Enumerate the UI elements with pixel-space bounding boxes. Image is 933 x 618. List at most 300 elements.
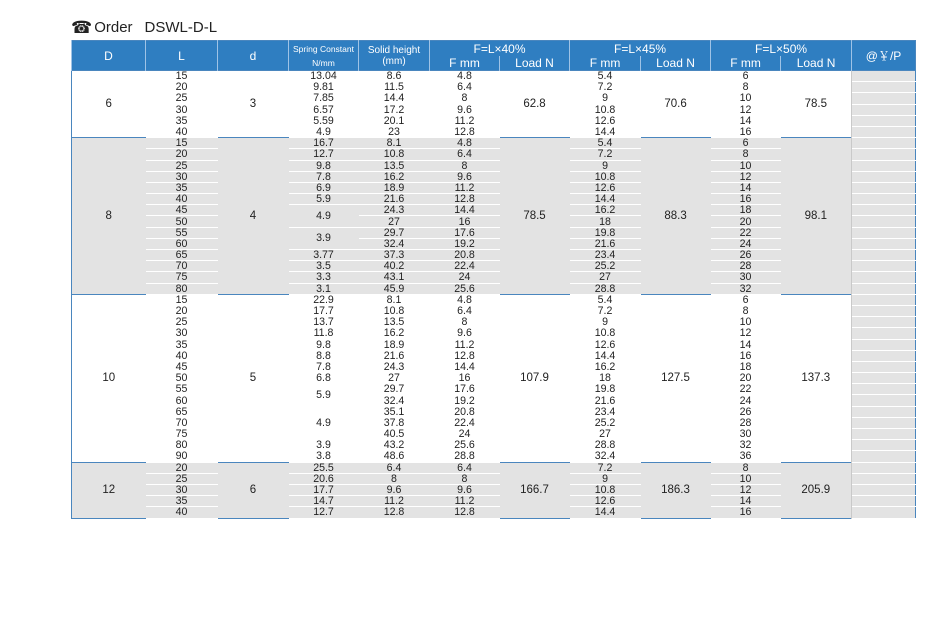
cell-price	[852, 350, 916, 361]
cell-f-mm-40: 6.4	[430, 305, 500, 316]
cell-solid-height: 43.2	[359, 440, 430, 451]
cell-solid-height: 10.8	[359, 149, 430, 160]
cell-price	[852, 328, 916, 339]
cell-f-mm-45: 14.4	[570, 126, 641, 137]
cell-length: 60	[146, 395, 218, 406]
cell-f-mm-40: 11.2	[430, 339, 500, 350]
cell-solid-height: 17.2	[359, 104, 430, 115]
cell-f-mm-40: 6.4	[430, 462, 500, 473]
cell-solid-height: 13.5	[359, 317, 430, 328]
cell-spring-constant: 5.9	[289, 194, 359, 205]
cell-f-mm-40: 22.4	[430, 261, 500, 272]
cell-spring-constant: 3.3	[289, 272, 359, 283]
cell-price	[852, 194, 916, 205]
cell-f-mm-40: 6.4	[430, 82, 500, 93]
cell-f-mm-45: 18	[570, 216, 641, 227]
cell-f-mm-45: 18	[570, 373, 641, 384]
cell-price	[852, 440, 916, 451]
cell-price	[852, 171, 916, 182]
cell-f-mm-45: 14.4	[570, 507, 641, 518]
col-header-f-mm-45: F mm	[570, 56, 641, 71]
cell-load-45: 127.5	[641, 294, 711, 462]
cell-solid-height: 8.1	[359, 294, 430, 305]
col-header-solid-height	[359, 41, 430, 71]
cell-spring-constant: 9.8	[289, 160, 359, 171]
cell-f-mm-50: 8	[711, 149, 781, 160]
cell-outer-diameter: 10	[72, 294, 146, 462]
cell-f-mm-40: 11.2	[430, 496, 500, 507]
cell-spring-constant: 22.9	[289, 294, 359, 305]
cell-price	[852, 227, 916, 238]
cell-price	[852, 149, 916, 160]
cell-spring-constant: 7.8	[289, 361, 359, 372]
cell-f-mm-40: 16	[430, 373, 500, 384]
cell-price	[852, 238, 916, 249]
cell-load-50: 137.3	[781, 294, 852, 462]
cell-wire-diameter: 6	[218, 462, 289, 518]
cell-f-mm-40: 9.6	[430, 328, 500, 339]
cell-solid-height: 9.6	[359, 484, 430, 495]
cell-spring-constant: 17.7	[289, 305, 359, 316]
cell-f-mm-40: 9.6	[430, 484, 500, 495]
cell-spring-constant: 5.9	[289, 384, 359, 406]
cell-f-mm-40: 11.2	[430, 182, 500, 193]
solid-height-label: Solid height	[367, 44, 421, 56]
cell-f-mm-45: 21.6	[570, 395, 641, 406]
cell-solid-height: 32.4	[359, 395, 430, 406]
cell-spring-constant: 5.59	[289, 115, 359, 126]
cell-price	[852, 160, 916, 171]
cell-spring-constant: 13.04	[289, 71, 359, 82]
cell-price	[852, 82, 916, 93]
cell-length: 25	[146, 317, 218, 328]
cell-f-mm-50: 24	[711, 395, 781, 406]
cell-f-mm-50: 16	[711, 350, 781, 361]
cell-load-50: 98.1	[781, 138, 852, 295]
cell-length: 45	[146, 205, 218, 216]
cell-price	[852, 126, 916, 137]
cell-spring-constant: 12.7	[289, 149, 359, 160]
cell-f-mm-50: 8	[711, 82, 781, 93]
order-code: DSWL-D-L	[144, 19, 218, 36]
cell-price	[852, 373, 916, 384]
cell-length: 25	[146, 160, 218, 171]
cell-f-mm-50: 14	[711, 182, 781, 193]
cell-f-mm-40: 12.8	[430, 350, 500, 361]
cell-f-mm-45: 9	[570, 473, 641, 484]
cell-solid-height: 29.7	[359, 384, 430, 395]
cell-length: 20	[146, 305, 218, 316]
cell-spring-constant: 8.8	[289, 350, 359, 361]
cell-length: 25	[146, 473, 218, 484]
cell-f-mm-50: 12	[711, 328, 781, 339]
cell-price	[852, 305, 916, 316]
cell-f-mm-40: 22.4	[430, 417, 500, 428]
cell-f-mm-40: 12.8	[430, 194, 500, 205]
solid-height-unit: (mm)	[382, 55, 406, 67]
cell-price	[852, 272, 916, 283]
cell-f-mm-40: 4.8	[430, 294, 500, 305]
cell-f-mm-45: 7.2	[570, 82, 641, 93]
cell-solid-height: 10.8	[359, 305, 430, 316]
cell-length: 35	[146, 115, 218, 126]
cell-f-mm-45: 14.4	[570, 350, 641, 361]
cell-price	[852, 406, 916, 417]
cell-spring-constant: 13.7	[289, 317, 359, 328]
cell-wire-diameter: 4	[218, 138, 289, 295]
cell-length: 45	[146, 361, 218, 372]
cell-solid-height: 18.9	[359, 339, 430, 350]
cell-f-mm-40: 24	[430, 429, 500, 440]
cell-length: 35	[146, 339, 218, 350]
cell-spring-constant: 3.77	[289, 250, 359, 261]
cell-length: 75	[146, 429, 218, 440]
cell-solid-height: 11.2	[359, 496, 430, 507]
cell-length: 55	[146, 227, 218, 238]
cell-f-mm-45: 19.8	[570, 227, 641, 238]
cell-price	[852, 496, 916, 507]
cell-price	[852, 261, 916, 272]
cell-f-mm-50: 8	[711, 462, 781, 473]
cell-length: 65	[146, 250, 218, 261]
cell-length: 20	[146, 82, 218, 93]
cell-price	[852, 417, 916, 428]
cell-load-50: 205.9	[781, 462, 852, 518]
cell-spring-constant: 14.7	[289, 496, 359, 507]
cell-solid-height: 32.4	[359, 238, 430, 249]
cell-spring-constant: 12.7	[289, 507, 359, 518]
cell-f-mm-40: 17.6	[430, 227, 500, 238]
cell-solid-height: 12.8	[359, 507, 430, 518]
cell-load-40: 78.5	[500, 138, 570, 295]
cell-f-mm-50: 20	[711, 216, 781, 227]
cell-price	[852, 507, 916, 518]
cell-f-mm-50: 20	[711, 373, 781, 384]
cell-length: 30	[146, 104, 218, 115]
cell-f-mm-40: 19.2	[430, 395, 500, 406]
cell-f-mm-50: 6	[711, 294, 781, 305]
col-header-price: @￥/P	[852, 41, 916, 71]
cell-solid-height: 37.3	[359, 250, 430, 261]
cell-f-mm-45: 23.4	[570, 406, 641, 417]
cell-spring-constant: 4.9	[289, 126, 359, 137]
cell-spring-constant: 6.8	[289, 373, 359, 384]
cell-wire-diameter: 3	[218, 71, 289, 138]
cell-spring-constant: 9.8	[289, 339, 359, 350]
cell-f-mm-45: 25.2	[570, 417, 641, 428]
cell-wire-diameter: 5	[218, 294, 289, 462]
cell-f-mm-40: 11.2	[430, 115, 500, 126]
cell-price	[852, 104, 916, 115]
cell-price	[852, 71, 916, 82]
col-header-L: L	[146, 41, 218, 71]
cell-f-mm-45: 9	[570, 160, 641, 171]
cell-price	[852, 361, 916, 372]
cell-load-45: 70.6	[641, 71, 711, 138]
cell-solid-height: 35.1	[359, 406, 430, 417]
cell-f-mm-50: 18	[711, 361, 781, 372]
cell-f-mm-50: 26	[711, 250, 781, 261]
cell-length: 80	[146, 440, 218, 451]
cell-length: 30	[146, 171, 218, 182]
cell-price	[852, 216, 916, 227]
cell-f-mm-40: 4.8	[430, 138, 500, 149]
cell-spring-constant: 4.9	[289, 406, 359, 440]
cell-length: 80	[146, 283, 218, 294]
cell-spring-constant: 6.9	[289, 182, 359, 193]
cell-f-mm-45: 16.2	[570, 205, 641, 216]
cell-f-mm-50: 12	[711, 484, 781, 495]
cell-f-mm-50: 30	[711, 429, 781, 440]
table-body	[72, 71, 916, 519]
cell-price	[852, 115, 916, 126]
cell-price	[852, 429, 916, 440]
cell-solid-height: 37.8	[359, 417, 430, 428]
cell-length: 40	[146, 507, 218, 518]
cell-spring-constant: 9.81	[289, 82, 359, 93]
cell-f-mm-45: 32.4	[570, 451, 641, 462]
group-header-50: F=L×50%	[711, 41, 852, 57]
cell-length: 55	[146, 384, 218, 395]
cell-length: 40	[146, 126, 218, 137]
cell-price	[852, 451, 916, 462]
cell-f-mm-40: 9.6	[430, 104, 500, 115]
cell-price	[852, 395, 916, 406]
cell-f-mm-40: 12.8	[430, 126, 500, 137]
cell-f-mm-50: 14	[711, 496, 781, 507]
cell-price	[852, 484, 916, 495]
cell-f-mm-45: 9	[570, 93, 641, 104]
cell-f-mm-50: 14	[711, 115, 781, 126]
table-row	[72, 71, 916, 82]
col-header-d: d	[218, 41, 289, 71]
cell-f-mm-40: 6.4	[430, 149, 500, 160]
cell-length: 75	[146, 272, 218, 283]
cell-f-mm-50: 12	[711, 171, 781, 182]
cell-price	[852, 250, 916, 261]
cell-price	[852, 462, 916, 473]
order-title	[71, 2, 217, 36]
cell-f-mm-45: 5.4	[570, 294, 641, 305]
telephone-icon: ☎	[71, 18, 93, 37]
cell-load-45: 186.3	[641, 462, 711, 518]
cell-f-mm-40: 16	[430, 216, 500, 227]
cell-solid-height: 13.5	[359, 160, 430, 171]
cell-length: 60	[146, 238, 218, 249]
cell-f-mm-50: 36	[711, 451, 781, 462]
cell-length: 50	[146, 216, 218, 227]
cell-solid-height: 8.6	[359, 71, 430, 82]
cell-f-mm-45: 5.4	[570, 71, 641, 82]
cell-spring-constant: 25.5	[289, 462, 359, 473]
cell-price	[852, 205, 916, 216]
cell-f-mm-45: 16.2	[570, 361, 641, 372]
cell-f-mm-45: 27	[570, 429, 641, 440]
cell-f-mm-40: 14.4	[430, 361, 500, 372]
col-header-f-mm-50: F mm	[711, 56, 781, 71]
cell-f-mm-50: 12	[711, 104, 781, 115]
cell-load-45: 88.3	[641, 138, 711, 295]
cell-spring-constant: 4.9	[289, 205, 359, 227]
cell-solid-height: 16.2	[359, 328, 430, 339]
cell-f-mm-45: 7.2	[570, 305, 641, 316]
cell-length: 15	[146, 294, 218, 305]
col-header-spring-constant: Spring Constant	[289, 41, 359, 57]
cell-price	[852, 339, 916, 350]
cell-load-40: 166.7	[500, 462, 570, 518]
cell-f-mm-45: 23.4	[570, 250, 641, 261]
cell-length: 65	[146, 406, 218, 417]
cell-length: 90	[146, 451, 218, 462]
cell-f-mm-45: 10.8	[570, 171, 641, 182]
cell-spring-constant: 16.7	[289, 138, 359, 149]
col-header-D: D	[72, 41, 146, 71]
cell-f-mm-45: 19.8	[570, 384, 641, 395]
cell-f-mm-40: 8	[430, 317, 500, 328]
cell-solid-height: 40.5	[359, 429, 430, 440]
cell-f-mm-45: 12.6	[570, 115, 641, 126]
cell-solid-height: 14.4	[359, 93, 430, 104]
cell-f-mm-45: 12.6	[570, 182, 641, 193]
cell-f-mm-40: 8	[430, 93, 500, 104]
cell-length: 50	[146, 373, 218, 384]
cell-solid-height: 27	[359, 216, 430, 227]
cell-solid-height: 21.6	[359, 194, 430, 205]
cell-solid-height: 8.1	[359, 138, 430, 149]
order-label: Order	[94, 19, 133, 36]
cell-f-mm-50: 6	[711, 71, 781, 82]
cell-f-mm-40: 8	[430, 160, 500, 171]
cell-spring-constant: 3.5	[289, 261, 359, 272]
cell-solid-height: 29.7	[359, 227, 430, 238]
cell-f-mm-45: 21.6	[570, 238, 641, 249]
cell-f-mm-50: 14	[711, 339, 781, 350]
cell-f-mm-40: 8	[430, 473, 500, 484]
cell-solid-height: 27	[359, 373, 430, 384]
cell-f-mm-45: 12.6	[570, 496, 641, 507]
cell-price	[852, 294, 916, 305]
cell-spring-constant: 17.7	[289, 484, 359, 495]
cell-length: 35	[146, 182, 218, 193]
cell-f-mm-50: 18	[711, 205, 781, 216]
cell-f-mm-40: 25.6	[430, 283, 500, 294]
cell-f-mm-50: 16	[711, 126, 781, 137]
cell-solid-height: 24.3	[359, 205, 430, 216]
cell-f-mm-45: 14.4	[570, 194, 641, 205]
cell-solid-height: 21.6	[359, 350, 430, 361]
cell-load-50: 78.5	[781, 71, 852, 138]
cell-f-mm-40: 24	[430, 272, 500, 283]
cell-length: 40	[146, 350, 218, 361]
cell-f-mm-40: 28.8	[430, 451, 500, 462]
table-row	[72, 138, 916, 149]
cell-solid-height: 23	[359, 126, 430, 137]
cell-length: 15	[146, 138, 218, 149]
cell-length: 20	[146, 149, 218, 160]
cell-f-mm-40: 9.6	[430, 171, 500, 182]
cell-length: 35	[146, 496, 218, 507]
col-header-load-50: Load N	[781, 56, 852, 71]
cell-solid-height: 24.3	[359, 361, 430, 372]
cell-price	[852, 93, 916, 104]
cell-price	[852, 138, 916, 149]
cell-f-mm-45: 7.2	[570, 149, 641, 160]
cell-length: 15	[146, 71, 218, 82]
cell-length: 70	[146, 261, 218, 272]
cell-f-mm-40: 20.8	[430, 406, 500, 417]
cell-solid-height: 18.9	[359, 182, 430, 193]
cell-f-mm-50: 16	[711, 507, 781, 518]
cell-spring-constant: 3.1	[289, 283, 359, 294]
table-row	[72, 294, 916, 305]
cell-f-mm-50: 10	[711, 473, 781, 484]
cell-f-mm-40: 14.4	[430, 205, 500, 216]
cell-f-mm-45: 28.8	[570, 440, 641, 451]
cell-price	[852, 473, 916, 484]
cell-length: 40	[146, 194, 218, 205]
cell-f-mm-50: 28	[711, 417, 781, 428]
cell-f-mm-50: 6	[711, 138, 781, 149]
cell-solid-height: 20.1	[359, 115, 430, 126]
cell-price	[852, 283, 916, 294]
cell-f-mm-50: 22	[711, 384, 781, 395]
cell-f-mm-45: 10.8	[570, 328, 641, 339]
table-row	[72, 462, 916, 473]
col-header-load-40: Load N	[500, 56, 570, 71]
cell-f-mm-50: 16	[711, 194, 781, 205]
cell-f-mm-45: 25.2	[570, 261, 641, 272]
cell-f-mm-50: 22	[711, 227, 781, 238]
cell-spring-constant: 3.9	[289, 227, 359, 249]
cell-spring-constant: 6.57	[289, 104, 359, 115]
col-header-load-45: Load N	[641, 56, 711, 71]
cell-f-mm-40: 4.8	[430, 71, 500, 82]
cell-spring-constant: 3.9	[289, 440, 359, 451]
cell-f-mm-50: 32	[711, 440, 781, 451]
cell-price	[852, 317, 916, 328]
cell-f-mm-50: 10	[711, 317, 781, 328]
cell-price	[852, 384, 916, 395]
cell-outer-diameter: 8	[72, 138, 146, 295]
cell-length: 70	[146, 417, 218, 428]
cell-f-mm-50: 8	[711, 305, 781, 316]
cell-f-mm-45: 10.8	[570, 104, 641, 115]
cell-f-mm-45: 5.4	[570, 138, 641, 149]
cell-price	[852, 182, 916, 193]
cell-length: 30	[146, 328, 218, 339]
cell-f-mm-50: 10	[711, 160, 781, 171]
spring-constant-unit: N/mm	[289, 56, 359, 71]
cell-length: 20	[146, 462, 218, 473]
group-header-45: F=L×45%	[570, 41, 711, 57]
cell-f-mm-50: 26	[711, 406, 781, 417]
cell-outer-diameter: 6	[72, 71, 146, 138]
cell-spring-constant: 3.8	[289, 451, 359, 462]
cell-spring-constant: 7.85	[289, 93, 359, 104]
cell-solid-height: 16.2	[359, 171, 430, 182]
cell-solid-height: 11.5	[359, 82, 430, 93]
cell-solid-height: 48.6	[359, 451, 430, 462]
cell-f-mm-40: 17.6	[430, 384, 500, 395]
cell-f-mm-40: 12.8	[430, 507, 500, 518]
cell-f-mm-45: 28.8	[570, 283, 641, 294]
cell-f-mm-50: 24	[711, 238, 781, 249]
cell-solid-height: 6.4	[359, 462, 430, 473]
cell-spring-constant: 20.6	[289, 473, 359, 484]
cell-solid-height: 45.9	[359, 283, 430, 294]
cell-f-mm-45: 7.2	[570, 462, 641, 473]
col-header-f-mm-40: F mm	[430, 56, 500, 71]
